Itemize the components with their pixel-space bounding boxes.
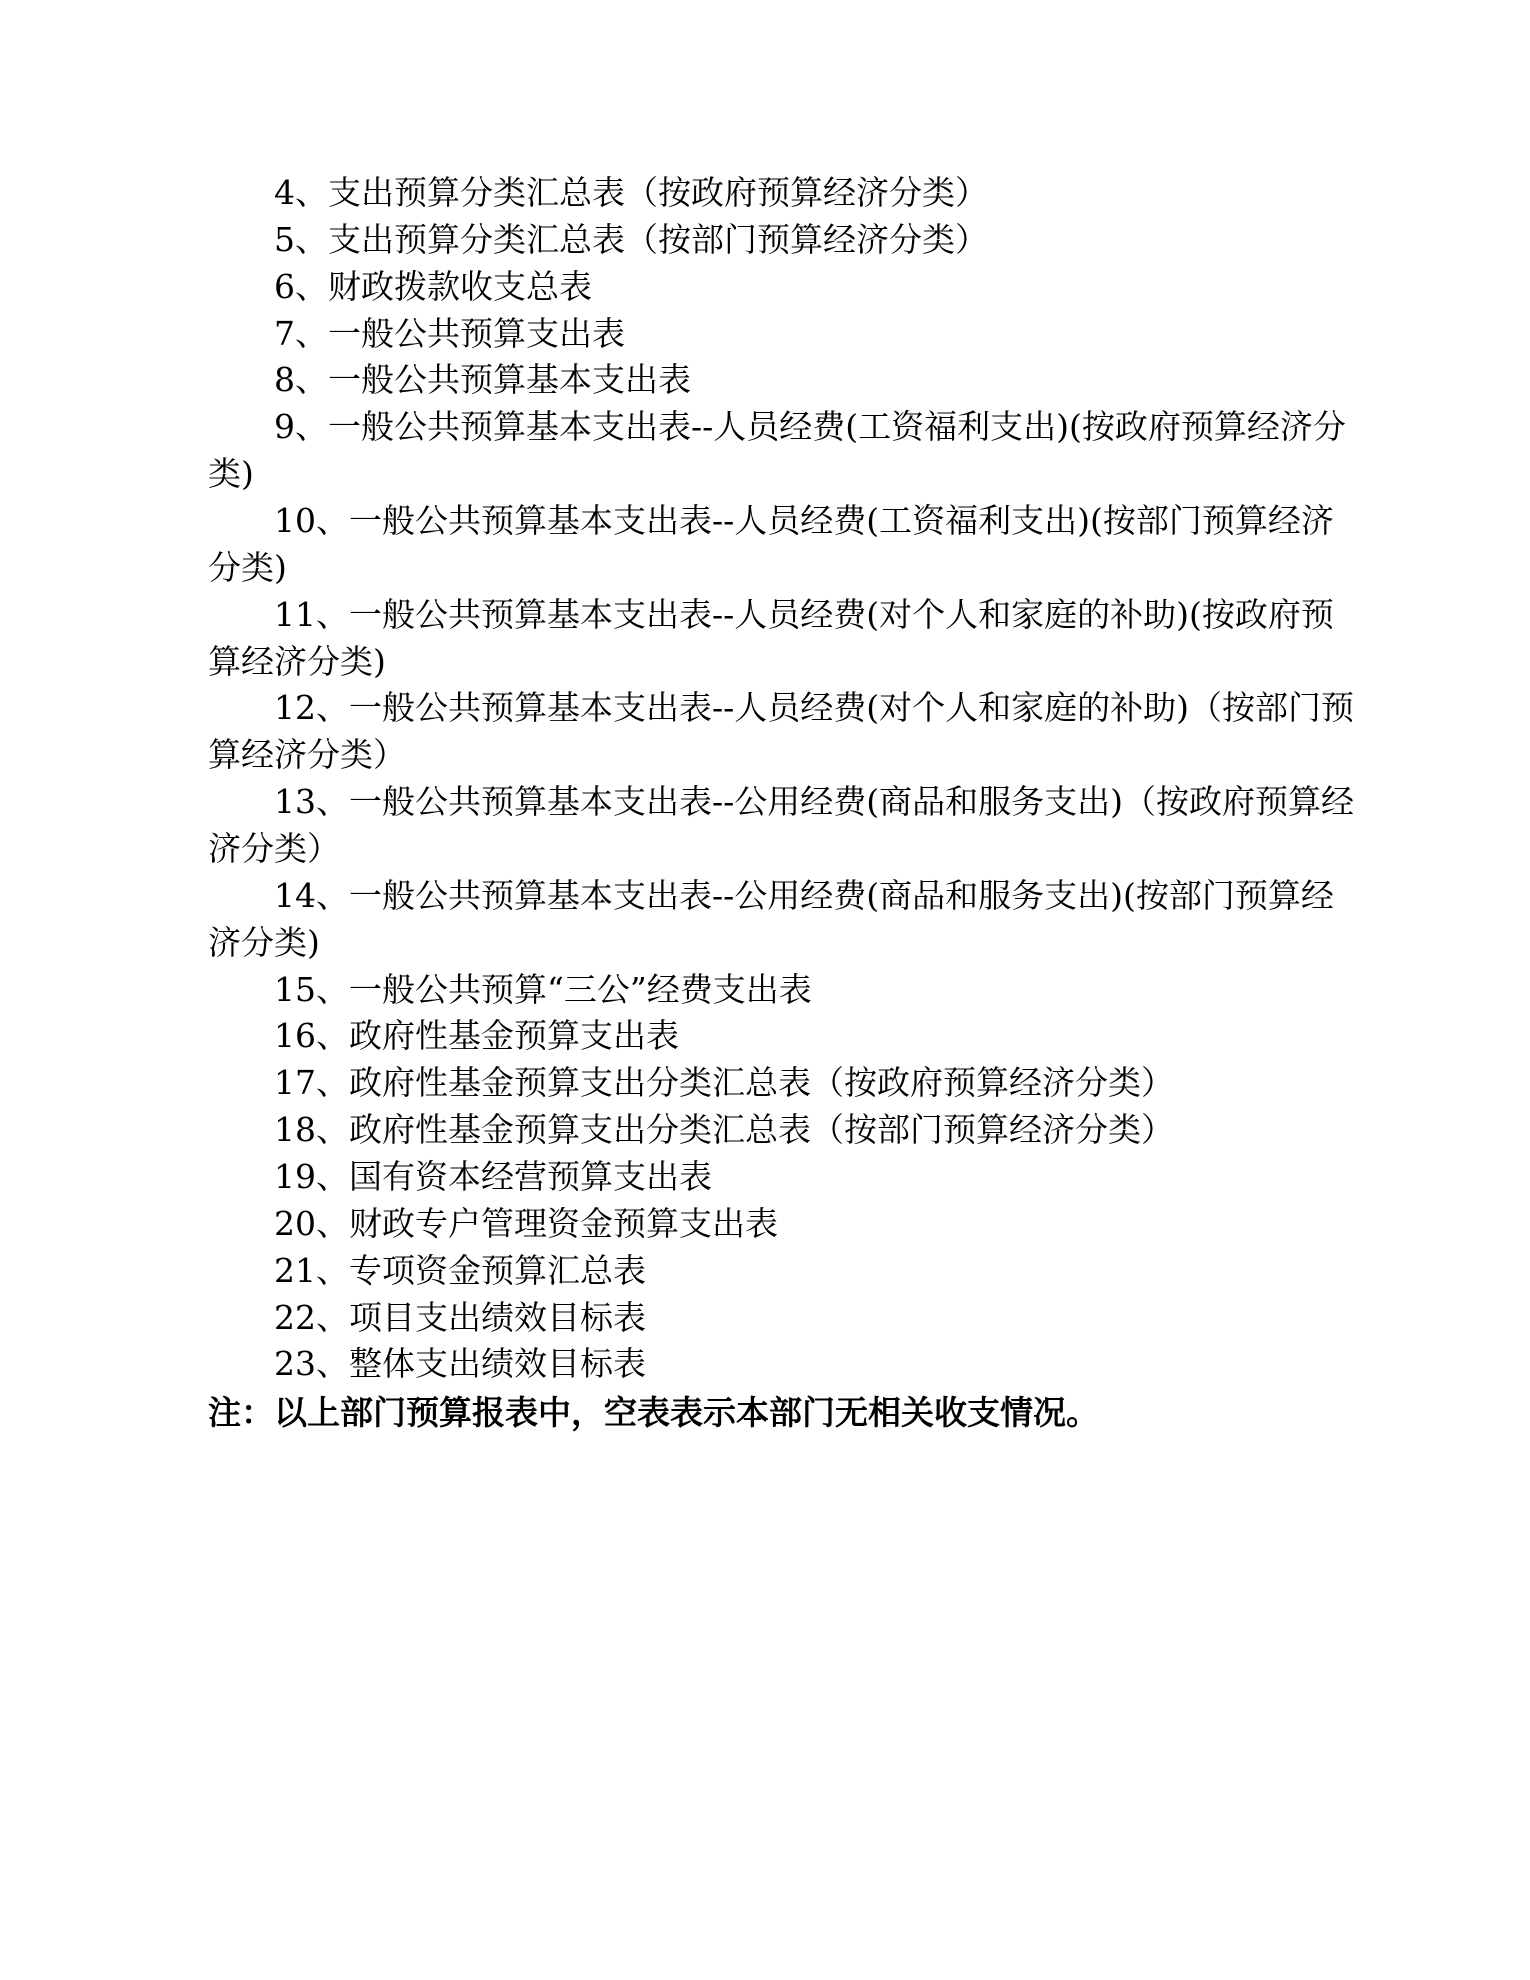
- list-item: 6、财政拨款收支总表: [274, 266, 592, 306]
- list-item: 21、专项资金预算汇总表: [274, 1250, 646, 1290]
- budget-table-list: [208, 170, 1355, 1437]
- list-item: 13、一般公共预算基本支出表--公用经费(商品和服务支出)（按政府预算经济分类）: [208, 782, 1355, 869]
- list-item: 7、一般公共预算支出表: [274, 313, 625, 353]
- list-item: 17、政府性基金预算支出分类汇总表（按政府预算经济分类）: [274, 1063, 1174, 1103]
- list-item: 19、国有资本经营预算支出表: [274, 1157, 712, 1197]
- list-item: 14、一般公共预算基本支出表--公用经费(商品和服务支出)(按部门预算经济分类): [208, 875, 1334, 962]
- list-item: 9、一般公共预算基本支出表--人员经费(工资福利支出)(按政府预算经济分类): [208, 407, 1346, 494]
- list-item: 8、一般公共预算基本支出表: [274, 360, 691, 400]
- list-item: 12、一般公共预算基本支出表--人员经费(对个人和家庭的补助)（按部门预算经济分类）: [208, 688, 1355, 775]
- footnote: 注：以上部门预算报表中，空表表示本部门无相关收支情况。: [208, 1393, 1099, 1433]
- list-item: 15、一般公共预算“三公”经费支出表: [274, 969, 812, 1009]
- list-item: 22、项目支出绩效目标表: [274, 1297, 646, 1337]
- list-item: 18、政府性基金预算支出分类汇总表（按部门预算经济分类）: [274, 1110, 1174, 1150]
- list-item: 11、一般公共预算基本支出表--人员经费(对个人和家庭的补助)(按政府预算经济分类): [208, 594, 1334, 681]
- list-item: 5、支出预算分类汇总表（按部门预算经济分类）: [274, 219, 988, 259]
- list-item: 16、政府性基金预算支出表: [274, 1016, 679, 1056]
- list-item: 10、一般公共预算基本支出表--人员经费(工资福利支出)(按部门预算经济分类): [208, 501, 1334, 587]
- list-item: 4、支出预算分类汇总表（按政府预算经济分类）: [274, 173, 988, 212]
- list-item: 23、整体支出绩效目标表: [274, 1344, 646, 1384]
- list-item: 20、财政专户管理资金预算支出表: [274, 1203, 778, 1243]
